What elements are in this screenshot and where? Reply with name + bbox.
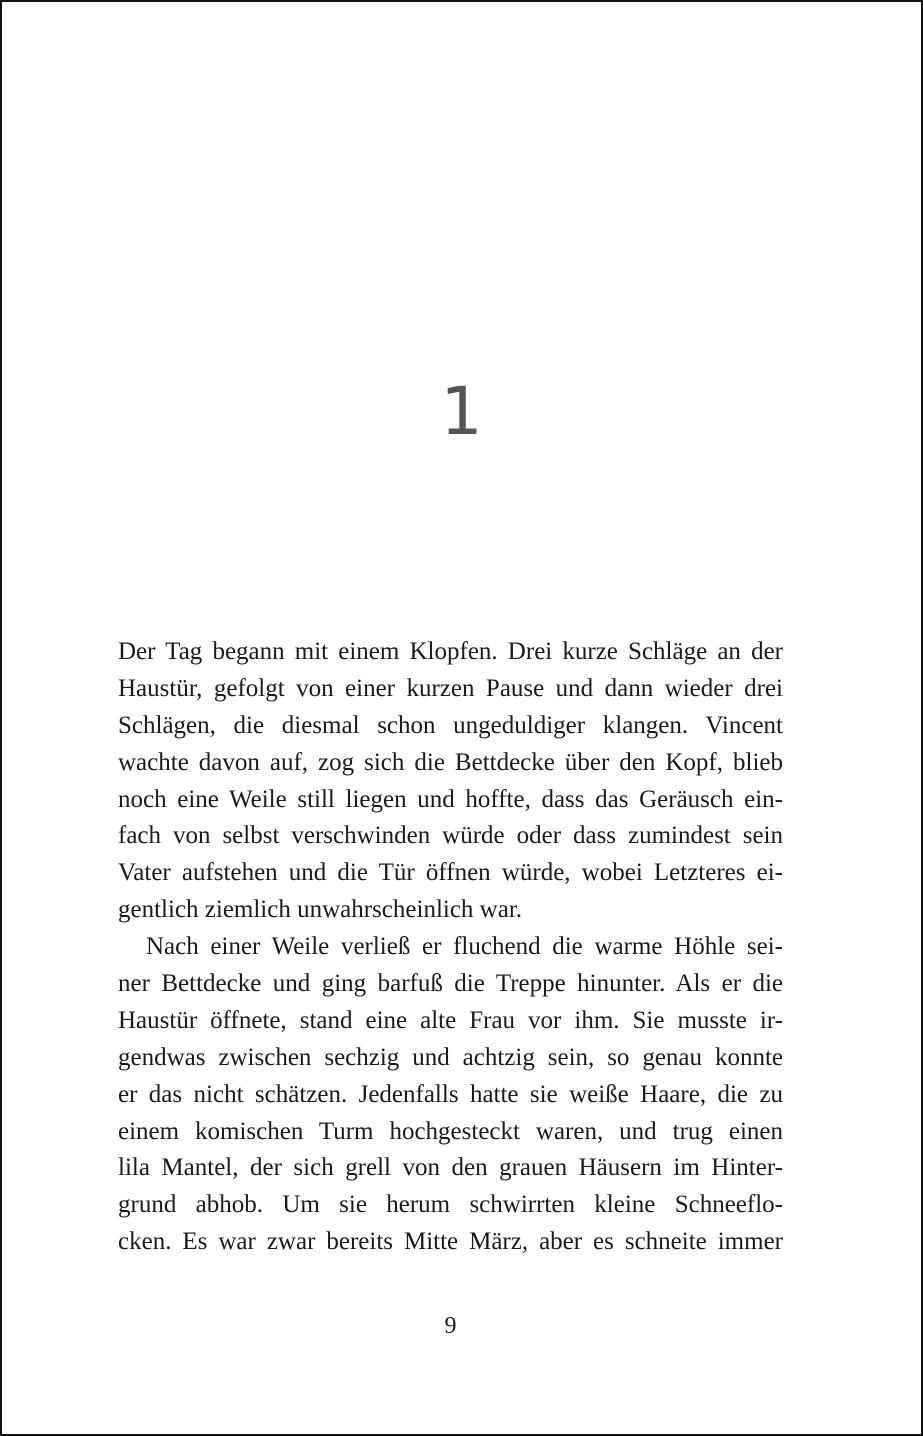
text-line: wachte davon auf, zog sich die Bettdecke über den Kopf, blieb — [118, 748, 783, 776]
text-line: noch eine Weile still liegen und hoffte, dass das Geräusch ein- — [118, 785, 783, 813]
paragraph-2 — [118, 929, 783, 1261]
text-line: gendwas zwischen sechzig und achtzig sein, so genau konnte — [118, 1043, 783, 1071]
text-line: Nach einer Weile verließ er fluchend die warme Höhle sei- — [146, 933, 783, 961]
chapter-body — [118, 634, 783, 1261]
text-line: Schlägen, die diesmal schon ungeduldiger klangen. Vincent — [118, 711, 783, 739]
text-line: er das nicht schätzen. Jedenfalls hatte sie weiße Haare, die zu — [118, 1080, 783, 1108]
text-line: Haustür öffnete, stand eine alte Frau vor ihm. Sie musste ir- — [118, 1006, 783, 1034]
chapter-number: 1 — [440, 373, 483, 450]
text-line: grund abhob. Um sie herum schwirrten kleine Schneeflo- — [118, 1191, 783, 1219]
text-line: Vater aufstehen und die Tür öffnen würde, wobei Letzteres ei- — [118, 859, 783, 887]
text-line: ner Bettdecke und ging barfuß die Treppe hinunter. Als er die — [118, 970, 783, 998]
text-line: gentlich ziemlich unwahrscheinlich war. — [118, 896, 523, 924]
text-line: cken. Es war zwar bereits Mitte März, aber es schneite immer — [118, 1228, 783, 1256]
text-line: einem komischen Turm hochgesteckt waren, und trug einen — [118, 1117, 783, 1145]
text-line: fach von selbst verschwinden würde oder dass zumindest sein — [118, 822, 783, 850]
text-line: Der Tag begann mit einem Klopfen. Drei kurze Schläge an der — [118, 638, 783, 665]
paragraph-1 — [118, 634, 783, 929]
page-number: 9 — [444, 1313, 457, 1339]
text-line: Haustür, gefolgt von einer kurzen Pause und dann wieder drei — [118, 674, 783, 702]
text-line: lila Mantel, der sich grell von den grauen Häusern im Hinter- — [118, 1154, 783, 1182]
